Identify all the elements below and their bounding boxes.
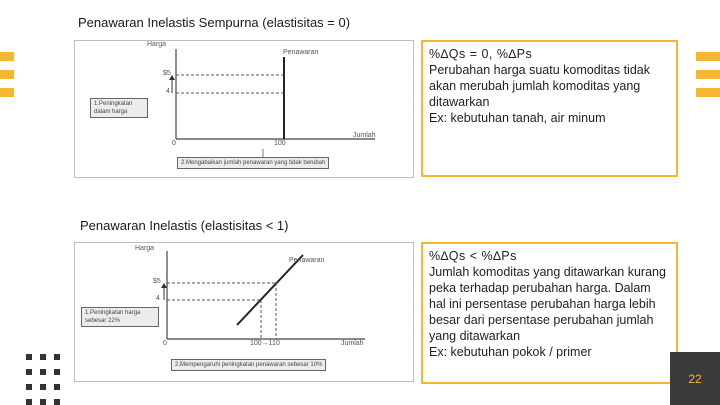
tick-price-low: 4 [166, 88, 170, 95]
decor-bar-right-2 [696, 70, 720, 79]
note-quantity-change: 2.Mempengaruhi peningkatan penawaran sebesar 10% [171, 359, 326, 371]
section2-graph [74, 242, 414, 382]
price-arrow-head [161, 283, 167, 288]
y-axis-label: Harga [135, 245, 155, 252]
curve-label: Penawaran [289, 257, 325, 264]
section2-title: Penawaran Inelastis (elastisitas < 1) [80, 218, 289, 233]
y-axis-label: Harga [147, 41, 167, 48]
section1-graph [74, 40, 414, 178]
decor-bar-right-3 [696, 88, 720, 97]
section1-heading: %∆Qs = 0, %∆Ps [429, 47, 533, 61]
tick-quantity: 100 [274, 140, 286, 147]
page-number: 22 [670, 352, 720, 405]
tick-price-high: $5 [153, 278, 161, 285]
supply-curve [237, 255, 303, 325]
section1-textbox [421, 40, 678, 177]
decor-bar-left-1 [0, 52, 14, 61]
note-price-change: 1.Peningkatan harga sebesar 22% [81, 307, 159, 327]
decor-bar-left-2 [0, 70, 14, 79]
section2-textbox [421, 242, 678, 384]
origin-label: 0 [172, 140, 176, 147]
tick-price-high: $5 [163, 70, 171, 77]
origin-label: 0 [163, 340, 167, 347]
curve-label: Penawaran [283, 49, 319, 56]
section2-example: Ex: kebutuhan pokok / primer [429, 345, 592, 359]
decor-bar-right-1 [696, 52, 720, 61]
decor-bar-left-3 [0, 88, 14, 97]
section1-body: Perubahan harga suatu komoditas tidak akan merubah jumlah komoditas yang ditawarkan [429, 63, 650, 109]
x-axis-label: Jumlah [341, 340, 364, 347]
note-quantity-unchanged: 2.Mengabaikan jumlah penawaran yang tidak berubah [177, 157, 329, 169]
tick-price-low: 4 [156, 295, 160, 302]
section1-title: Penawaran Inelastis Sempurna (elastisitas = 0) [78, 15, 351, 30]
section1-example: Ex: kebutuhan tanah, air minum [429, 111, 606, 125]
section2-body: Jumlah komoditas yang ditawarkan kurang peka terhadap perubahan harga. Dalam hal ini persentase perubahan harga lebih besar dari persentase perubahan jumlah yang ditawarkan [429, 265, 666, 343]
section2-heading: %∆Qs < %∆Ps [429, 249, 517, 263]
tick-quantity: 100→110 [250, 340, 280, 347]
x-axis-label: Jumlah [353, 132, 376, 139]
note-price-change: 1.Peningkatan dalam harga [90, 98, 148, 118]
